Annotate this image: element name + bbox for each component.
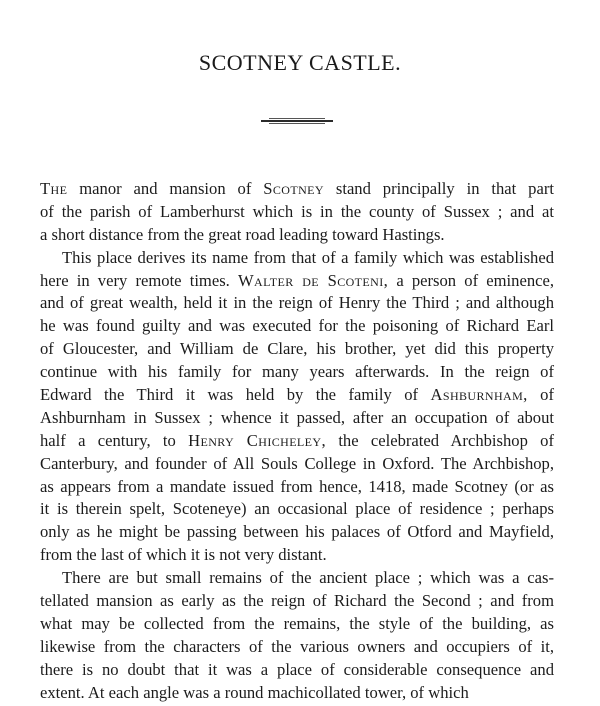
text-run: manor and mansion of (67, 179, 264, 198)
text-run: Edward the Third it was held by the family of (40, 385, 431, 405)
text-line (40, 659, 554, 682)
text-line (40, 315, 554, 338)
small-caps-name: The (40, 179, 68, 198)
small-caps-name: Henry Chicheley, (188, 430, 327, 450)
text-line (40, 636, 554, 659)
text-line (40, 498, 554, 521)
text-run: a short distance from the great road leading toward Hastings. (40, 224, 445, 244)
text-run: of the parish of Lamberhurst which is in the county of Sussex ; and at (40, 201, 554, 221)
text-line (40, 682, 554, 705)
text-run: stand principally in that part (323, 179, 554, 198)
rule-thin-bottom (269, 123, 325, 124)
text-run: from the last of which it is not very distant. (40, 545, 327, 565)
text-line (40, 613, 554, 636)
text-line (40, 567, 554, 590)
text-run: tellated mansion as early as the reign of Richard the Second ; and from (40, 591, 554, 611)
text-line (40, 224, 554, 247)
text-run: there is no doubt that it was a place of considerable consequence and (40, 659, 554, 679)
text-run: it is therein spelt, Scoteneye) an occasional place of residence ; perhaps (40, 499, 554, 519)
text-line (40, 361, 554, 384)
text-run: the celebrated Archbishop of (326, 430, 554, 450)
text-run: Ashburnham in Sussex ; whence it passed, after an occupation of about (40, 407, 554, 427)
text-line (40, 544, 554, 567)
text-line (40, 384, 554, 407)
small-caps-name: Scotney (263, 179, 324, 198)
text-line (40, 521, 554, 544)
text-run: continue with his family for many years afterwards. In the reign of (40, 362, 554, 382)
text-run: likewise from the characters of the various owners and occupiers of it, (40, 636, 554, 656)
text-line (40, 270, 554, 293)
text-run: of (527, 385, 554, 405)
text-line (40, 430, 554, 453)
text-run: a person of eminence, (388, 270, 554, 290)
page-title: SCOTNEY CASTLE. (198, 50, 402, 75)
small-caps-name: Ashburnham, (430, 385, 528, 405)
text-line (40, 407, 554, 430)
body-text (40, 178, 554, 704)
text-run: what may be collected from the remains, the style of the building, as (40, 613, 554, 633)
text-run: only as he might be passing between his palaces of Otford and Mayfield, (40, 522, 554, 542)
text-line (40, 201, 554, 224)
text-line (40, 338, 554, 361)
text-line (40, 292, 554, 315)
text-line (40, 247, 554, 270)
rule-thick (261, 120, 333, 122)
text-line (40, 453, 554, 476)
text-run: he was found guilty and was executed for the poisoning of Richard Earl (40, 316, 554, 336)
ornamental-rule (255, 118, 339, 124)
text-run: here in very remote times. (40, 270, 238, 290)
rule-thin-top (269, 118, 325, 119)
text-run: as appears from a mandate issued from hence, 1418, made Scotney (or as (40, 476, 554, 496)
text-line (40, 476, 554, 499)
text-run: half a century, to (40, 430, 189, 450)
text-line (40, 590, 554, 613)
small-caps-name: Walter de Scoteni, (238, 270, 389, 290)
text-line (40, 178, 554, 201)
text-run: This place derives its name from that of a family which was established (62, 247, 554, 267)
text-run: There are but small remains of the ancient place ; which was a cas- (62, 568, 554, 588)
text-run: Canterbury, and founder of All Souls College in Oxford. The Archbishop, (40, 453, 554, 473)
text-run: extent. At each angle was a round machicollated tower, of which (40, 682, 469, 702)
text-run: and of great wealth, held it in the reign of Henry the Third ; and although (40, 293, 554, 313)
text-run: of Gloucester, and William de Clare, his brother, yet did this property (40, 339, 554, 359)
